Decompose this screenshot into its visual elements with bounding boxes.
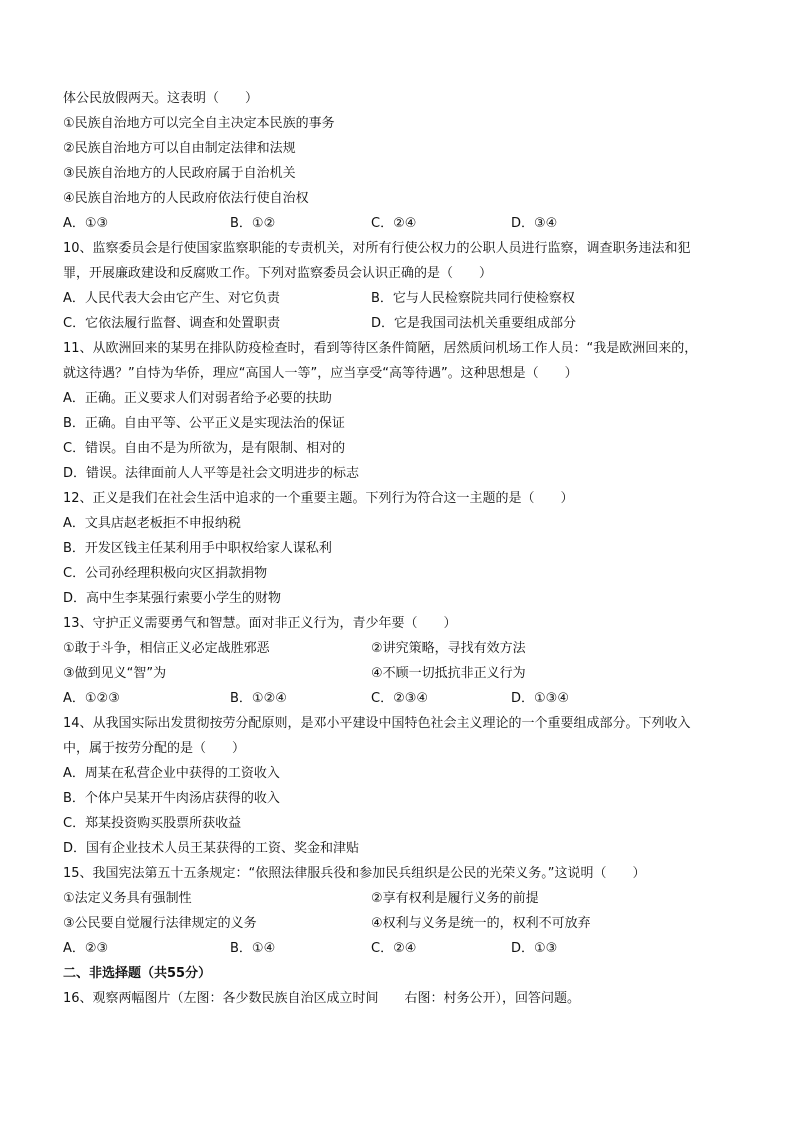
q14-option-c: C．郑某投资购买股票所获收益 [63, 816, 242, 831]
q15-statement-2: ②享有权利是履行义务的前提 [371, 891, 539, 906]
q11-option-d: D．错误。法律面前人人平等是社会文明进步的标志 [63, 466, 360, 481]
q12-option-a: A．文具店赵老板拒不申报纳税 [63, 516, 241, 531]
q9-statement-2: ②民族自治地方可以自由制定法律和法规 [63, 141, 296, 156]
q14-option-b: B．个体户吴某开牛肉汤店获得的收入 [63, 791, 280, 806]
q9-option-c: C．②④ [371, 216, 417, 231]
q15-option-c: C．②④ [371, 941, 417, 956]
q15-option-a: A．②③ [63, 941, 109, 956]
q14-stem-line-1: 14、从我国实际出发贯彻按劳分配原则，是邓小平建设中国特色社会主义理论的一个重要组成部分。下列收入 [63, 716, 691, 731]
q13-statement-3: ③做到见义“智”为 [63, 666, 167, 681]
q15-stem: 15、我国宪法第五十五条规定：“依照法律服兵役和参加民兵组织是公民的光荣义务。”这说明（ ） [63, 866, 646, 881]
q10-option-a: A．人民代表大会由它产生、对它负责 [63, 291, 280, 306]
q10-option-b: B．它与人民检察院共同行使检察权 [371, 291, 575, 306]
q12-option-d: D．高中生李某强行索要小学生的财物 [63, 591, 282, 606]
q15-statement-4: ④权利与义务是统一的，权利不可放弃 [371, 916, 591, 931]
q9-statement-1: ①民族自治地方可以完全自主决定本民族的事务 [63, 116, 335, 131]
q11-option-a: A．正确。正义要求人们对弱者给予必要的扶助 [63, 391, 332, 406]
q10-option-c: C．它依法履行监督、调查和处置职责 [63, 316, 281, 331]
q13-stem: 13、守护正义需要勇气和智慧。面对非正义行为，青少年要（ ） [63, 616, 457, 631]
section-heading-non-choice: 二、非选择题（共55分） [63, 966, 212, 981]
q15-option-b: B．①④ [230, 941, 276, 956]
q11-stem-line-2: 就这待遇？”自恃为华侨，理应“高国人一等”，应当享受“高等待遇”。这种思想是（ ） [63, 366, 578, 381]
q11-option-b: B．正确。自由平等、公平正义是实现法治的保证 [63, 416, 345, 431]
q13-option-d: D．①③④ [511, 691, 569, 706]
q9-stem-end: 体公民放假两天。这表明（ ） [63, 91, 259, 106]
q10-option-d: D．它是我国司法机关重要组成部分 [371, 316, 577, 331]
q9-statement-4: ④民族自治地方的人民政府依法行使自治权 [63, 191, 309, 206]
q11-option-c: C．错误。自由不是为所欲为，是有限制、相对的 [63, 441, 346, 456]
q9-option-d: D．③④ [511, 216, 558, 231]
q12-stem: 12、正义是我们在社会生活中追求的一个重要主题。下列行为符合这一主题的是（ ） [63, 491, 574, 506]
q13-option-c: C．②③④ [371, 691, 429, 706]
q13-option-b: B．①②④ [230, 691, 287, 706]
q9-option-b: B．①② [230, 216, 276, 231]
q15-option-d: D．①③ [511, 941, 558, 956]
q12-option-c: C．公司孙经理积极向灾区捐款捐物 [63, 566, 268, 581]
q16-stem: 16、观察两幅图片（左图：各少数民族自治区成立时间 右图：村务公开），回答问题。 [63, 991, 581, 1006]
q14-stem-line-2: 中，属于按劳分配的是（ ） [63, 741, 246, 756]
q13-option-a: A．①②③ [63, 691, 120, 706]
q15-statement-1: ①法定义务具有强制性 [63, 891, 192, 906]
q11-stem-line-1: 11、从欧洲回来的某男在排队防疫检查时，看到等待区条件简陋，居然质问机场工作人员：“我是欧洲回来的， [63, 341, 698, 356]
q13-statement-1: ①敢于斗争，相信正义必定战胜邪恶 [63, 641, 270, 656]
q10-stem-line-2: 罪，开展廉政建设和反腐败工作。下列对监察委员会认识正确的是（ ） [63, 266, 493, 281]
q10-stem-line-1: 10、监察委员会是行使国家监察职能的专责机关，对所有行使公权力的公职人员进行监察，调查职务违法和犯 [63, 241, 691, 256]
q14-option-a: A．周某在私营企业中获得的工资收入 [63, 766, 280, 781]
q13-statement-2: ②讲究策略，寻找有效方法 [371, 641, 526, 656]
q12-option-b: B．开发区钱主任某利用手中职权给家人谋私利 [63, 541, 332, 556]
q13-statement-4: ④不顾一切抵抗非正义行为 [371, 666, 526, 681]
q15-statement-3: ③公民要自觉履行法律规定的义务 [63, 916, 257, 931]
q9-statement-3: ③民族自治地方的人民政府属于自治机关 [63, 166, 296, 181]
q14-option-d: D．国有企业技术人员王某获得的工资、奖金和津贴 [63, 841, 360, 856]
q9-option-a: A．①③ [63, 216, 109, 231]
